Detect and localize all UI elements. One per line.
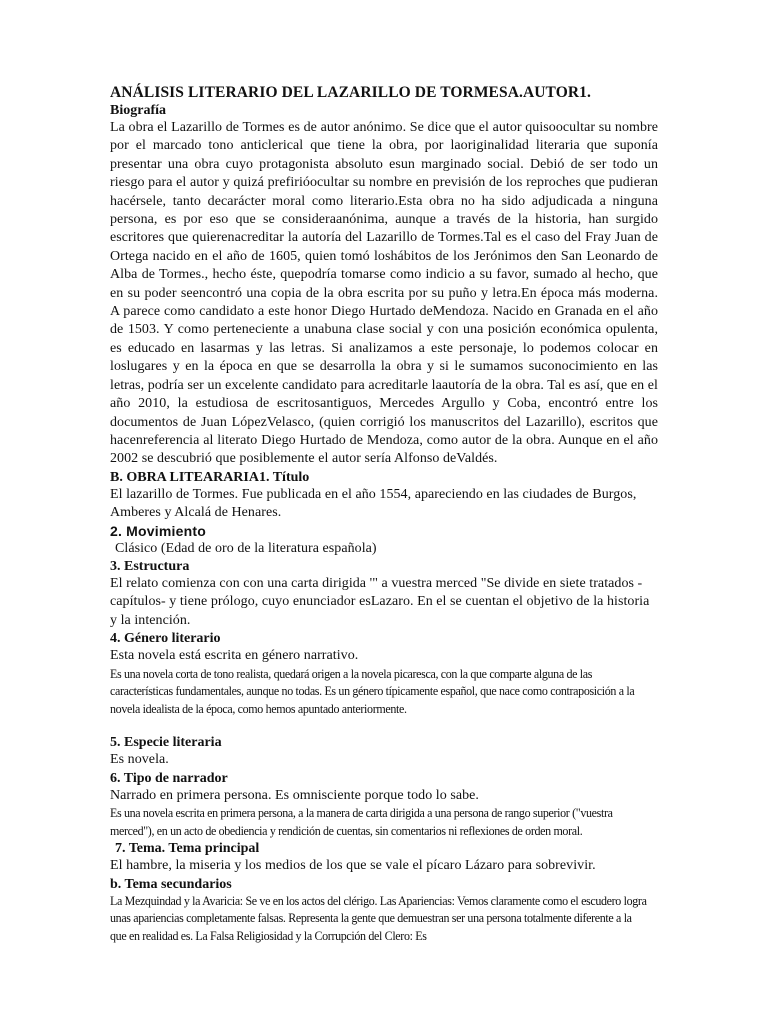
estructura-paragraph: El relato comienza con con una carta dirigida '" a vuestra merced "Se divide en siete tratados -capítulos- y tiene prólogo, cuyo enunciador esLazaro. En el se cuentan el objetivo de la historia y la intención. <box>110 575 650 628</box>
especie-heading: 5. Especie literaria <box>110 735 222 751</box>
especie-paragraph: Es novela. <box>110 752 169 768</box>
genero-detail-paragraph: Es una novela corta de tono realista, quedará origen a la novela picaresca, con la que comparte alguna de las características fundamentales, aunque no todas. Es un género típicamente español, que nace como contraposición a la novela idealista de la época, como hemos apuntado anteriormente. <box>110 666 635 716</box>
narrador-paragraph: Narrado en primera persona. Es omnisciente porque todo lo sabe. <box>110 787 479 803</box>
document-title: ANÁLISIS LITERARIO DEL LAZARILLO DE TORMESA.AUTOR1. <box>110 84 591 101</box>
estructura-heading: 3. Estructura <box>110 558 190 574</box>
temas-secundarios-heading: b. Tema secundarios <box>110 876 232 892</box>
temas-secundarios-paragraph: La Mezquindad y la Avaricia: Se ve en los actos del clérigo. Las Apariencias: Vemos claramente como el escudero logra unas apariencias completamente falsas. Representa la gente que demuestran ser una persona totalmente diferente a la que en realidad es. La Falsa Religiosidad y la Corrupción del Clero: Es <box>110 893 647 943</box>
genero-paragraph: Esta novela está escrita en género narrativo. <box>110 648 359 664</box>
obra-literaria-heading: B. OBRA LITEARARIA1. Título <box>110 469 310 485</box>
document-page <box>110 84 658 946</box>
movimiento-heading: 2. Movimiento <box>110 522 206 539</box>
section-spacer <box>110 718 658 734</box>
narrador-heading: 6. Tipo de narrador <box>110 770 228 786</box>
genero-heading: 4. Género literario <box>110 631 221 647</box>
biografia-heading: Biografía <box>110 103 166 118</box>
tema-paragraph: El hambre, la miseria y los medios de los que se vale el pícaro Lázaro para sobrevivir. <box>110 858 596 874</box>
movimiento-paragraph: Clásico (Edad de oro de la literatura española) <box>115 540 377 556</box>
tema-heading: 7. Tema. Tema principal <box>115 841 260 857</box>
biografia-paragraph: La obra el Lazarillo de Tormes es de autor anónimo. Se dice que el autor quisoocultar su nombre por el marcado tono anticlerical que tiene la obra, por laoriginalidad literaria que suponía presentar una obra cuyo protagonista absoluto esun marginado social. Debió de ser todo un riesgo para el autor y quizá prefirióocultar su nombre en previsión de los reproches que pudieran hacérsele, tanto decarácter moral como literario.Esta obra no ha sido adjudicada a ninguna persona, es por eso que se consideraanónima, aunque a través de la historia, han surgido escritores que quierenacreditar la autoría del Lazarillo de Tormes.Tal es el caso del Fray Juan de Ortega nacido en el año de 1605, quien tomó loshábitos de los Jerónimos den San Leonardo de Alba de Tormes., hecho éste, quepodría tomarse como indicio a su favor, sumado al hecho, que en su poder seencontró una copia de la obra escrita por su puño y letra.En época más moderna. A parece como candidato a este honor Diego Hurtado deMendoza. Nacido en Granada en el año de 1503. Y como perteneciente a unabuna clase social y con una posición económica opulenta, es educado en lasarmas y las letras. Si analizamos a este personaje, lo podemos colocar en loslugares y en la época en que se desarrolla la obra y si le sumamos suconocimiento en las letras, podría ser un excelente candidato para acreditarle laautoría de la obra. Tal es así, que en el año 2010, la estudiosa de escritosantiguos, Mercedes Argullo y Coba, encontró entre los documentos de Juan LópezVelasco, (quien corrigió los manuscritos del Lazarillo), escritos que hacenreferencia al literato Diego Hurtado de Mendoza, como autor de la obra. Aunque en el año 2002 se descubrió que posiblemente el autor sería Alfonso deValdés. <box>110 120 658 467</box>
narrador-detail-paragraph: Es una novela escrita en primera persona, a la manera de carta dirigida a una persona de rango superior ("vuestra merced"), en un acto de obediencia y rendición de cuentas, sin comentarios ni reflexiones de orden moral. <box>110 806 613 838</box>
titulo-paragraph: El lazarillo de Tormes. Fue publicada en el año 1554, apareciendo en las ciudades de Burgos, Amberes y Alcalá de Henares. <box>110 486 637 521</box>
